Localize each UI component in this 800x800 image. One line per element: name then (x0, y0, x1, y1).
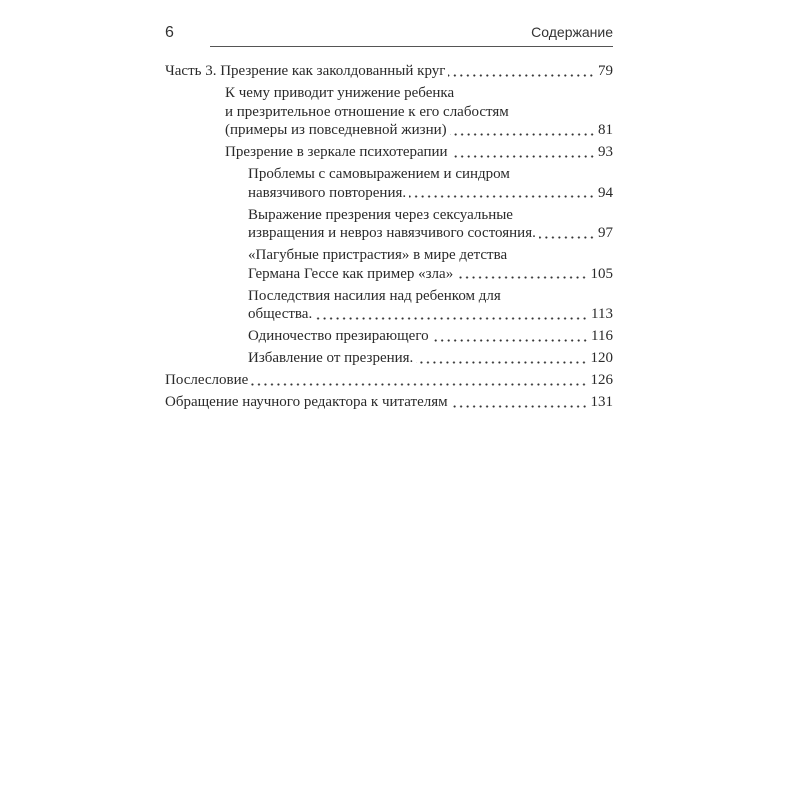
toc-entry-line (225, 121, 613, 140)
toc-entry[interactable] (165, 287, 613, 324)
toc-entry-title: навязчивого повторения. (248, 184, 407, 201)
toc-entry-title: Выражение презрения через сексуальные (248, 206, 513, 223)
toc-entry-line (165, 371, 613, 390)
toc-entry-line (248, 246, 613, 265)
dot-leader (451, 405, 588, 408)
dot-leader (251, 383, 587, 386)
toc-entry[interactable] (165, 327, 613, 346)
toc-page-number: 81 (598, 122, 613, 138)
toc-entry-line (248, 265, 613, 284)
dot-leader (409, 195, 595, 198)
toc-page-number: 94 (598, 184, 613, 201)
toc-entry[interactable] (165, 371, 613, 390)
toc-entry-title: Избавление от презрения. (248, 350, 414, 366)
toc-entry-title: К чему приводит унижение ребенка (225, 85, 455, 101)
toc-entry-line (225, 84, 613, 103)
toc-page-number: 120 (590, 350, 613, 366)
toc-entry-title: Послесловие (165, 372, 249, 388)
toc-entry-line (225, 103, 613, 122)
toc-entry-line (248, 327, 613, 346)
toc-entry-title: Обращение научного редактора к читателям (165, 394, 448, 410)
toc-entry-title: Часть 3. Презрение как заколдованный круг (165, 63, 446, 79)
dot-leader (315, 317, 588, 320)
toc-entry-line (248, 165, 613, 184)
toc-entry-title: «Пагубные пристрастия» в мире детства (248, 247, 508, 263)
toc-entry-line (248, 349, 613, 368)
toc-entry-line (248, 224, 613, 243)
toc-entry[interactable] (165, 206, 613, 243)
toc-entry-title: и презрительное отношение к его слабостям (225, 103, 509, 120)
toc-page-number: 79 (598, 63, 613, 79)
dot-leader (416, 361, 587, 364)
toc-page-number: 93 (598, 144, 613, 160)
dot-leader (456, 276, 587, 279)
dot-leader (539, 236, 595, 239)
toc-entry[interactable] (165, 393, 613, 412)
toc-page-number: 131 (590, 394, 613, 410)
toc-entry-line (248, 305, 613, 324)
toc-entry[interactable] (165, 84, 613, 140)
running-header-title: Содержание (531, 24, 613, 40)
toc-entry-line (165, 62, 613, 81)
toc-entry[interactable] (165, 143, 613, 162)
toc-entry-title: Последствия насилия над ребенком для (248, 287, 501, 304)
toc-entry-line (165, 393, 613, 412)
toc-entry-title: Проблемы с самовыражением и синдром (248, 166, 510, 182)
dot-leader (448, 74, 595, 77)
toc-page-number: 126 (590, 372, 613, 388)
header-rule (210, 46, 613, 47)
toc-entry-title: (примеры из повседневной жизни) (225, 122, 447, 138)
toc-entry-title: общества. (248, 306, 313, 322)
toc-page-number: 97 (598, 225, 613, 241)
dot-leader (432, 339, 588, 342)
toc-entry[interactable] (165, 246, 613, 283)
toc-entry-title: Презрение в зеркале психотерапии (225, 144, 448, 160)
toc-entry-title: Одиночество презирающего (248, 328, 429, 344)
dot-leader (450, 133, 595, 136)
dot-leader (451, 155, 595, 158)
toc-entry-title: извращения и невроз навязчивого состояния. (248, 225, 536, 241)
toc-page-number: 105 (590, 265, 613, 282)
page-number: 6 (165, 24, 174, 41)
toc-entry[interactable] (165, 349, 613, 368)
toc-entry-title: Германа Гессе как пример «зла» (248, 265, 454, 282)
toc-page-number: 113 (591, 306, 613, 322)
toc-entry-line (248, 287, 613, 306)
table-of-contents (165, 62, 613, 412)
toc-entry-line (248, 184, 613, 203)
toc-entry-line (225, 143, 613, 162)
toc-entry-line (248, 206, 613, 225)
toc-entry[interactable] (165, 62, 613, 81)
toc-entry[interactable] (165, 165, 613, 202)
toc-page-number: 116 (591, 328, 613, 344)
